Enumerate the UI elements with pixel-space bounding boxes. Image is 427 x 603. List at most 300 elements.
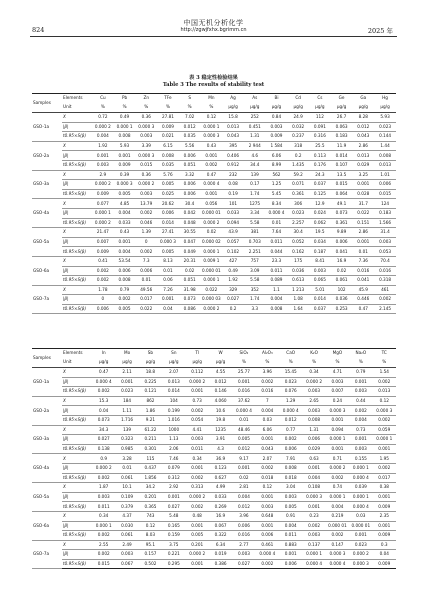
value-cell: 0.000 01 <box>326 521 349 531</box>
value-cell: 2.07 <box>256 454 279 464</box>
value-cell: 0.123 <box>209 463 232 473</box>
row-label: t0.95×S(β) <box>62 502 92 512</box>
value-cell: 18.8 <box>139 368 162 378</box>
value-cell: 0.02 <box>201 228 223 238</box>
value-cell: 16.9 <box>331 256 353 266</box>
value-cell: 0.011 <box>186 444 209 454</box>
value-cell: 0.002 <box>92 550 115 560</box>
value-cell: 0.000 2 <box>92 122 114 132</box>
value-cell: 0.2 <box>222 304 244 314</box>
element-header: Tl <box>186 349 209 359</box>
value-cell: 0.029 <box>302 444 325 454</box>
value-cell: 0.2 <box>287 151 309 161</box>
value-cell: 49.1 <box>331 199 353 209</box>
value-cell: 0.000 4 <box>302 559 325 569</box>
value-cell: 252 <box>244 113 266 123</box>
value-cell: 37.62 <box>232 396 255 406</box>
value-cell: 0.051 <box>179 160 201 170</box>
value-cell: 21.47 <box>92 228 114 238</box>
value-cell: 0.84 <box>266 113 288 123</box>
value-cell: 112 <box>309 113 331 123</box>
value-cell: 0.461 <box>256 540 279 550</box>
value-cell: 0.63 <box>302 454 325 464</box>
value-cell: 0.125 <box>309 189 331 199</box>
journal-title: 中国无机分析化学 <box>183 19 244 27</box>
value-cell: 0.001 <box>157 295 179 305</box>
value-cell: 0.005 <box>186 531 209 541</box>
table-row <box>32 160 396 170</box>
value-cell: 2.251 <box>244 247 266 257</box>
value-cell: 0.006 <box>279 559 302 569</box>
value-cell: 9.89 <box>331 228 353 238</box>
value-cell: 0.001 <box>373 521 397 531</box>
value-cell: 1.78 <box>92 285 114 295</box>
value-cell: 0.79 <box>114 285 136 295</box>
value-cell: 1.31 <box>244 132 266 142</box>
sample-name: GSO-5a <box>32 228 62 257</box>
value-cell: 0.253 <box>331 304 353 314</box>
row-label: |β| <box>62 550 92 560</box>
value-cell: 0.091 <box>309 122 331 132</box>
value-cell: 1.25 <box>266 180 288 190</box>
row-label: X <box>62 285 92 295</box>
journal-url: http://zgwjfxhx.bgrimm.cn <box>180 27 247 33</box>
value-cell: 0.004 <box>302 473 325 483</box>
value-cell: 5.56 <box>179 141 201 151</box>
value-cell: 0.01 <box>266 218 288 228</box>
value-cell: 0.000 4 <box>256 550 279 560</box>
stability-table-part2 <box>32 348 396 569</box>
value-cell: 0.003 <box>326 377 349 387</box>
value-cell: 0.052 <box>287 237 309 247</box>
value-cell: 1.716 <box>115 415 138 425</box>
value-cell: 19.5 <box>309 228 331 238</box>
value-cell: 31.4 <box>374 228 396 238</box>
value-cell: 0.030 <box>115 521 138 531</box>
element-header: W <box>209 349 232 359</box>
value-cell: 5.93 <box>114 141 136 151</box>
value-cell: 0.237 <box>287 132 309 142</box>
value-cell: 0.000 3 <box>302 492 325 502</box>
value-cell: 0.000 2 <box>92 180 114 190</box>
row-label: |β| <box>62 151 92 161</box>
samples-header: Samples <box>32 94 62 113</box>
value-cell: 3.25 <box>352 170 374 180</box>
value-cell: 0.048 <box>179 218 201 228</box>
value-cell: 0.221 <box>162 550 185 560</box>
value-cell: 0.211 <box>139 435 162 445</box>
value-cell: 0.006 <box>179 151 201 161</box>
value-cell: 0 <box>135 237 157 247</box>
value-cell: 0.003 <box>186 435 209 445</box>
value-cell: 1.86 <box>139 406 162 416</box>
value-cell: 0.000 3 <box>326 550 349 560</box>
value-cell: 0.34 <box>302 368 325 378</box>
sample-name: GSO-4a <box>32 454 62 483</box>
value-cell: 10.1 <box>115 483 138 493</box>
value-cell: 0.064 <box>331 189 353 199</box>
value-cell: 0.015 <box>331 180 353 190</box>
value-cell: 0.176 <box>309 160 331 170</box>
value-cell: 24.9 <box>287 113 309 123</box>
value-cell: 4.99 <box>209 483 232 493</box>
value-cell: 2.55 <box>92 540 115 550</box>
value-cell: 0.386 <box>209 559 232 569</box>
value-cell: 0.108 <box>302 483 325 493</box>
value-cell: 0.094 <box>222 218 244 228</box>
value-cell: 0.04 <box>373 550 397 560</box>
value-cell: 61.22 <box>139 425 162 435</box>
value-cell: 0.001 <box>186 463 209 473</box>
value-cell: 2.77 <box>232 540 255 550</box>
value-cell: 0.022 <box>352 208 374 218</box>
value-cell: 2.81 <box>232 483 255 493</box>
value-cell: 2.145 <box>374 304 396 314</box>
value-cell: 15.8 <box>222 113 244 123</box>
value-cell: 0.016 <box>232 531 255 541</box>
row-label: X <box>62 199 92 209</box>
value-cell: 0.065 <box>309 276 331 286</box>
table-row <box>32 415 396 425</box>
row-label: X <box>62 396 92 406</box>
table-row <box>32 218 396 228</box>
table-row <box>32 180 396 190</box>
element-header: S <box>179 94 201 104</box>
value-cell: 1.92 <box>92 141 114 151</box>
value-cell: 0.008 <box>266 304 288 314</box>
unit-cell: μg/g <box>266 103 288 113</box>
value-cell: 1.856 <box>139 473 162 483</box>
value-cell: 0.061 <box>115 531 138 541</box>
value-cell: 0.005 <box>232 435 255 445</box>
value-cell: 0.003 <box>115 550 138 560</box>
value-cell: 6.06 <box>266 151 288 161</box>
element-header: Sb <box>139 349 162 359</box>
value-cell: 0.000 03 <box>201 295 223 305</box>
value-cell: 0.001 <box>232 463 255 473</box>
value-cell: 0.015 <box>374 189 396 199</box>
value-cell: 0.73 <box>349 425 372 435</box>
row-label: t0.95×S(β) <box>62 473 92 483</box>
table-row <box>32 492 396 502</box>
value-cell: 0.006 <box>232 521 255 531</box>
header-row-units <box>32 358 396 368</box>
value-cell: 102 <box>331 285 353 295</box>
value-cell: 0.014 <box>331 151 353 161</box>
value-cell: 0.002 <box>373 463 397 473</box>
value-cell: 0.079 <box>162 463 185 473</box>
value-cell: 0.002 <box>326 473 349 483</box>
value-cell: 0.000 2 <box>186 377 209 387</box>
element-header: TC <box>373 349 397 359</box>
table-row <box>32 502 396 512</box>
row-label: |β| <box>62 295 92 305</box>
value-cell: 0.48 <box>186 511 209 521</box>
unit-cell: μg/g <box>92 358 115 368</box>
value-cell: 0.000 1 <box>201 122 223 132</box>
value-cell: 15.3 <box>92 396 115 406</box>
value-cell: 13.79 <box>135 199 157 209</box>
header-row-elements <box>32 94 396 104</box>
table-row <box>32 113 396 123</box>
value-cell: 1.87 <box>92 483 115 493</box>
value-cell: 0.183 <box>331 132 353 142</box>
row-label: |β| <box>62 237 92 247</box>
table-row <box>32 266 396 276</box>
value-cell: 0.001 <box>373 444 397 454</box>
row-label: t0.95×S(β) <box>62 276 92 286</box>
value-cell: 1.92 <box>222 276 244 286</box>
sample-name: GSO-1a <box>32 113 62 142</box>
value-cell: 0.001 <box>256 521 279 531</box>
value-cell: 4.6 <box>244 151 266 161</box>
row-label: t0.95×S(β) <box>62 444 92 454</box>
value-cell: 0.03 <box>256 415 279 425</box>
row-label: t0.95×S(β) <box>62 531 92 541</box>
unit-cell: % <box>157 103 179 113</box>
value-cell: 0.201 <box>139 492 162 502</box>
value-cell: 0.000 2 <box>326 463 349 473</box>
elements-header: Elements <box>62 94 92 104</box>
value-cell: 0.000 2 <box>186 550 209 560</box>
value-cell: 0.004 <box>326 502 349 512</box>
value-cell: 53.54 <box>114 256 136 266</box>
value-cell: 0.008 <box>114 276 136 286</box>
table-row <box>32 540 396 550</box>
value-cell: 3.3 <box>244 304 266 314</box>
value-cell: 25.77 <box>232 368 255 378</box>
value-cell: 0.033 <box>209 492 232 502</box>
value-cell: 0.01 <box>135 276 157 286</box>
row-label: |β| <box>62 463 92 473</box>
value-cell: 0.04 <box>157 304 179 314</box>
row-label: |β| <box>62 122 92 132</box>
value-cell: 0.037 <box>309 180 331 190</box>
value-cell: 0.34 <box>92 511 115 521</box>
value-cell: 4.41 <box>186 425 209 435</box>
value-cell: 0.02 <box>232 473 255 483</box>
value-cell: 0.155 <box>349 454 372 464</box>
value-cell: 0.002 <box>373 415 397 425</box>
value-cell: 0.295 <box>162 559 185 569</box>
value-cell: 0.74 <box>326 483 349 493</box>
value-cell: 0.159 <box>162 531 185 541</box>
value-cell: 115 <box>139 454 162 464</box>
table-row <box>32 483 396 493</box>
value-cell: 0.36 <box>135 113 157 123</box>
value-cell: 27.81 <box>157 113 179 123</box>
unit-cell: % <box>373 358 397 368</box>
value-cell: 1 584 <box>266 141 288 151</box>
value-cell: 3.34 <box>244 208 266 218</box>
value-cell: 0.003 <box>256 502 279 512</box>
value-cell: 2.86 <box>352 228 374 238</box>
value-cell: 0.006 <box>157 208 179 218</box>
value-cell: 0.022 <box>201 285 223 295</box>
value-cell: 0.023 <box>374 122 396 132</box>
unit-cell: % <box>92 103 114 113</box>
value-cell: 0.627 <box>209 473 232 483</box>
value-cell: 0.000 2 <box>92 463 115 473</box>
value-cell: 0.000 01 <box>349 521 372 531</box>
value-cell: 0.379 <box>115 502 138 512</box>
element-header: Sn <box>162 349 185 359</box>
table-row <box>32 550 396 560</box>
element-header: As <box>244 94 266 104</box>
element-header: Mo <box>115 349 138 359</box>
value-cell: 0.365 <box>139 502 162 512</box>
value-cell: 0.138 <box>92 444 115 454</box>
value-cell: 1.95 <box>373 454 397 464</box>
value-cell: 0.219 <box>326 511 349 521</box>
value-cell: 0.001 <box>326 444 349 454</box>
value-cell: 2.257 <box>287 218 309 228</box>
unit-cell: μg/g <box>287 103 309 113</box>
value-cell: 0.043 <box>352 132 374 142</box>
value-cell: 0.000 1 <box>349 463 372 473</box>
value-cell: 7.91 <box>279 454 302 464</box>
value-cell: 8.03 <box>139 531 162 541</box>
value-cell: 0.015 <box>92 559 115 569</box>
element-header: In <box>92 349 115 359</box>
sample-name: GSO-1a <box>32 368 62 397</box>
value-cell: 0.12 <box>201 113 223 123</box>
value-cell: 5.58 <box>244 276 266 286</box>
value-cell: 0.004 <box>114 208 136 218</box>
unit-cell: % <box>135 103 157 113</box>
value-cell: 0.059 <box>373 425 397 435</box>
value-cell: 1 213 <box>287 285 309 295</box>
sample-name: GSO-5a <box>32 483 62 512</box>
element-header: Mn <box>201 94 223 104</box>
value-cell: 0.002 <box>279 435 302 445</box>
table-row <box>32 454 396 464</box>
value-cell: 0.005 <box>279 502 302 512</box>
value-cell: 0.063 <box>331 122 353 132</box>
table-row <box>32 473 396 483</box>
value-cell: 0.002 <box>114 295 136 305</box>
element-header: TFe <box>157 94 179 104</box>
value-cell: 4.060 <box>209 396 232 406</box>
value-cell: 0.08 <box>222 180 244 190</box>
value-cell: 0.318 <box>374 276 396 286</box>
value-cell: 0.312 <box>162 473 185 483</box>
value-cell: 0.024 <box>309 208 331 218</box>
table-row <box>32 285 396 295</box>
value-cell: 0.000 4 <box>266 208 288 218</box>
value-cell: 30.4 <box>287 228 309 238</box>
value-cell: 0.014 <box>309 295 331 305</box>
value-cell: 0.000 1 <box>92 208 114 218</box>
value-cell: 0.043 <box>222 132 244 142</box>
table-row <box>32 521 396 531</box>
value-cell: 0.323 <box>115 435 138 445</box>
value-cell: 0.017 <box>373 473 397 483</box>
row-label: t0.95×S(β) <box>62 415 92 425</box>
value-cell: 4.3 <box>209 444 232 454</box>
value-cell: 0.015 <box>135 160 157 170</box>
value-cell: 5.45 <box>266 189 288 199</box>
row-label: X <box>62 511 92 521</box>
value-cell: 0.000 3 <box>157 237 179 247</box>
value-cell: 45.9 <box>352 285 374 295</box>
value-cell: 0.001 <box>349 377 372 387</box>
unit-cell: μg/g <box>186 358 209 368</box>
value-cell: 0.109 <box>115 492 138 502</box>
value-cell: 9.17 <box>232 454 255 464</box>
value-cell: 0.000 1 <box>373 435 397 445</box>
row-label: X <box>62 141 92 151</box>
value-cell: 0.004 <box>349 415 372 425</box>
value-cell: 0.001 <box>302 463 325 473</box>
value-cell: 8.41 <box>309 256 331 266</box>
row-label: t0.95×S(β) <box>62 387 92 397</box>
element-header: Ag <box>222 94 244 104</box>
value-cell: 0.002 <box>326 531 349 541</box>
value-cell: 34.3 <box>92 425 115 435</box>
value-cell: 0.009 <box>114 160 136 170</box>
value-cell: 0.009 <box>92 247 114 257</box>
value-cell: 0.43 <box>201 141 223 151</box>
value-cell: 0.006 <box>179 180 201 190</box>
value-cell: 19.8 <box>209 415 232 425</box>
value-cell: 0.013 <box>373 387 397 397</box>
table-caption-en: Table 3 The results of stability test <box>162 82 265 88</box>
value-cell: 0.502 <box>139 559 162 569</box>
value-cell: 0.003 <box>349 444 372 454</box>
element-header: Cd <box>287 94 309 104</box>
value-cell: 0.035 <box>157 160 179 170</box>
sample-name: GSO-3a <box>32 170 62 199</box>
value-cell: 0.49 <box>222 266 244 276</box>
value-cell: 0.107 <box>331 160 353 170</box>
value-cell: 139 <box>115 425 138 435</box>
value-cell: 3.96 <box>256 368 279 378</box>
header-rule <box>30 36 397 37</box>
value-cell: 0.147 <box>326 540 349 550</box>
value-cell: 0.046 <box>135 218 157 228</box>
table-row <box>32 237 396 247</box>
value-cell: 1.13 <box>162 435 185 445</box>
value-cell: 0.001 <box>302 502 325 512</box>
table-row <box>32 276 396 286</box>
value-cell: 0.001 <box>256 492 279 502</box>
value-cell: 0.446 <box>352 295 374 305</box>
value-cell: 6.06 <box>256 425 279 435</box>
value-cell: 0.033 <box>114 218 136 228</box>
value-cell: 0.000 2 <box>135 180 157 190</box>
value-cell: 0.000 1 <box>302 550 325 560</box>
value-cell: 2.35 <box>373 511 397 521</box>
value-cell: 0.001 <box>232 377 255 387</box>
value-cell: 0.157 <box>139 550 162 560</box>
value-cell: 0.054 <box>186 415 209 425</box>
value-cell: 0.002 <box>349 406 372 416</box>
unit-cell: % <box>279 358 302 368</box>
element-header: Cs <box>309 94 331 104</box>
value-cell: 10.6 <box>209 406 232 416</box>
value-cell: 0.043 <box>256 444 279 454</box>
value-cell: 5.48 <box>162 511 185 521</box>
value-cell: 0.053 <box>374 247 396 257</box>
value-cell: 0.000 2 <box>201 304 223 314</box>
page-number: 824 <box>32 26 45 34</box>
sample-name: GSO-6a <box>32 511 62 540</box>
value-cell: 25.5 <box>309 141 331 151</box>
row-label: t0.95×S(β) <box>62 189 92 199</box>
value-cell: 0.000 01 <box>201 266 223 276</box>
value-cell: 0.003 <box>135 189 157 199</box>
